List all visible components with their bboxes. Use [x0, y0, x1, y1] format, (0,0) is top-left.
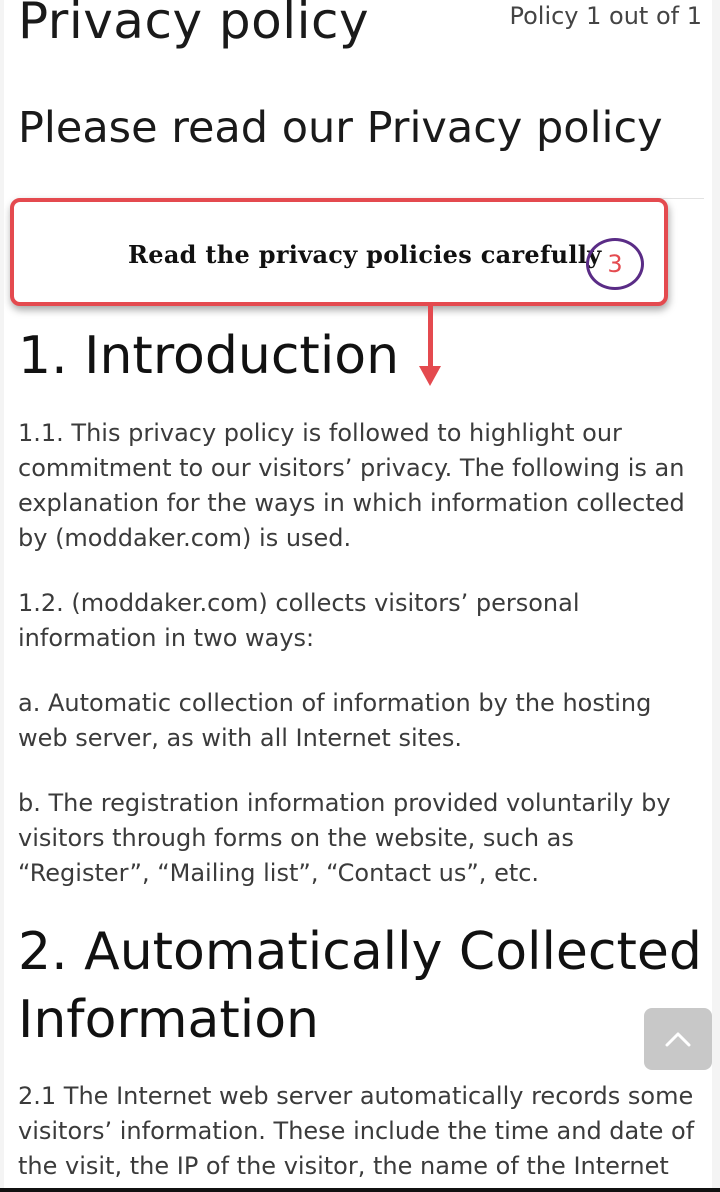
page-subtitle: Please read our Privacy policy [18, 103, 663, 153]
paragraph-1-2-a: a. Automatic collection of information by the hosting web server, as with all Internet sites. [18, 689, 652, 752]
paragraph-1-1: 1.1. This privacy policy is followed to highlight our commitment to our visitors’ privacy. The following is an explanation for the ways in which information collected by (moddaker.com) is used. [18, 419, 685, 552]
policy-page [4, 0, 712, 1188]
paragraph-1-2-b: b. The registration information provided voluntarily by visitors through forms on the website, such as “Register”, “Mailing list”, “Contact us”, etc. [18, 789, 671, 887]
section-heading-automatic-info: 2. Automatically Collected Information [18, 922, 702, 1050]
annotation-text: Read the privacy policies carefully [128, 240, 602, 269]
policy-counter: Policy 1 out of 1 [509, 2, 702, 30]
annotation-callout [10, 198, 668, 306]
paragraph-2-1: 2.1 The Internet web server automatically records some visitors’ information. These include the time and date of the visit, the IP of the visitor, the name of the Internet [18, 1082, 695, 1180]
scroll-to-top-button[interactable] [644, 1008, 712, 1070]
section-heading-introduction: 1. Introduction [18, 326, 400, 386]
annotation-arrow-line [428, 302, 433, 370]
chevron-up-icon [665, 1031, 691, 1047]
paragraph-1-2: 1.2. (moddaker.com) collects visitors’ personal information in two ways: [18, 589, 580, 652]
step-number-badge: 3 [586, 238, 644, 290]
bottom-edge [0, 1188, 720, 1192]
page-title: Privacy policy [18, 0, 370, 50]
arrow-down-icon [419, 366, 441, 386]
